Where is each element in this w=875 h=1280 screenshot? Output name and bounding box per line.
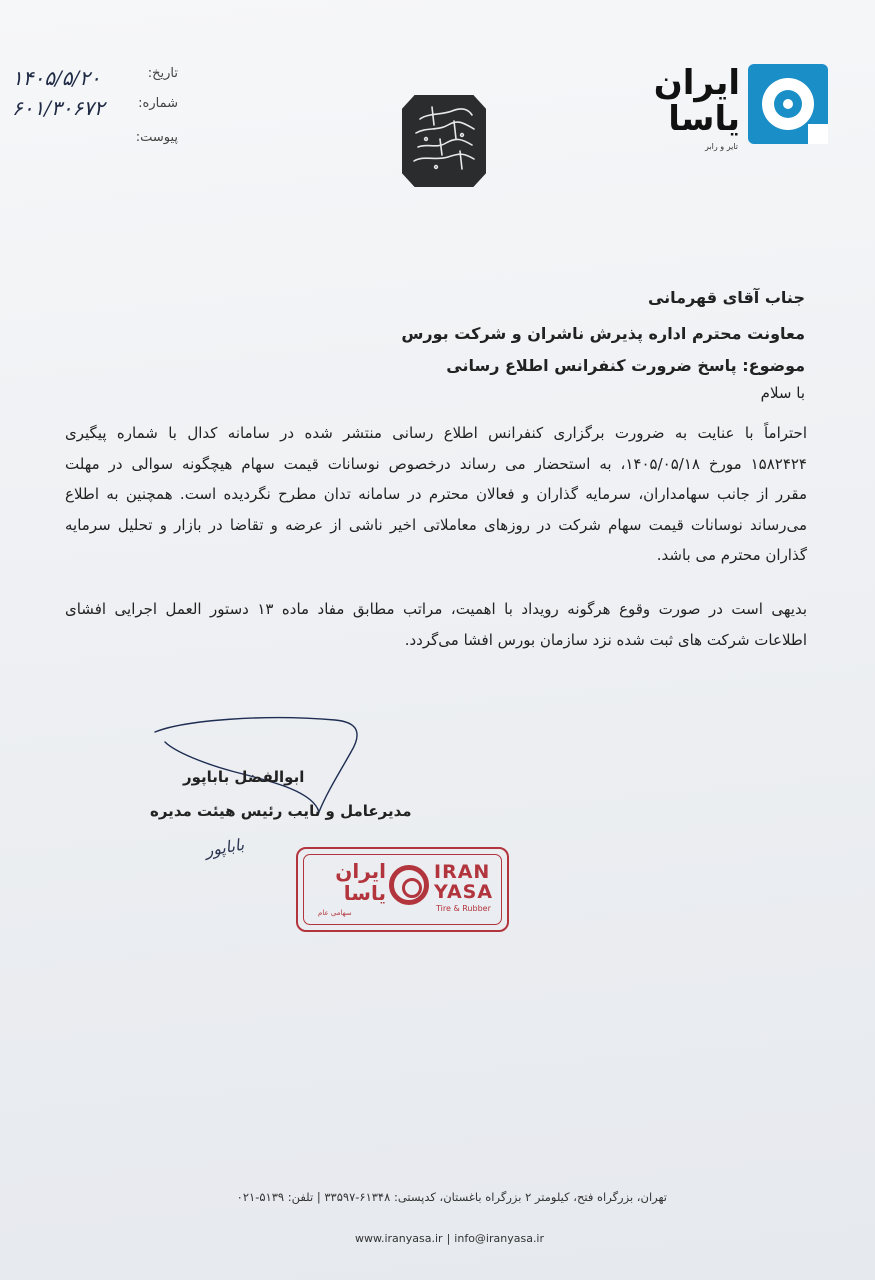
date-label: تاریخ:: [147, 66, 178, 81]
company-stamp: [296, 847, 509, 932]
logo-word-yasa: یاسا: [668, 99, 740, 139]
footer-separator: |: [446, 1232, 451, 1245]
logo-subtitle: تایر و رابر: [705, 142, 738, 151]
paragraph-line: اطلاعات شرکت های ثبت شده نزد سازمان بورس افشا می‌گردد.: [404, 630, 807, 649]
handwritten-initials: باباپور: [203, 834, 246, 861]
stamp-en-word-1: IRAN: [434, 861, 491, 883]
signer-title: مدیرعامل و نایب رئیس هیئت مدیره: [150, 802, 412, 820]
number-label: شماره:: [138, 96, 178, 111]
body-paragraph-1: [65, 418, 807, 571]
stamp-tire-icon: [389, 865, 429, 905]
greeting: با سلام: [760, 384, 805, 402]
number-value: ۶۰۱/۳۰۶۷۲: [12, 96, 105, 120]
stamp-fa-tagline: سهامی عام: [318, 909, 352, 917]
footer-contact: [355, 1232, 544, 1245]
stamp-en-word-2: YASA: [434, 881, 494, 903]
logo-word-iran: ایران: [653, 63, 740, 103]
calligraphy-emblem-icon: [402, 95, 486, 187]
company-logo: [643, 58, 828, 154]
paragraph-line: بدیهی است در صورت وقوع هرگونه رویداد با اهمیت، مراتب مطابق مفاد ماده ۱۳ دستور العمل اجرایی افشای: [65, 600, 807, 618]
body-paragraph-2: [65, 594, 807, 655]
paragraph-line: احتراماً با عنایت به ضرورت برگزاری کنفرانس اطلاع رسانی منتشر شده در سامانه کدال با شماره پیگیری: [65, 424, 807, 442]
addressee-title: معاونت محترم اداره پذیرش ناشران و شرکت بورس: [401, 324, 805, 343]
letter-subject: موضوع: پاسخ ضرورت کنفرانس اطلاع رسانی: [446, 356, 805, 375]
paragraph-line: مقرر از جانب سهامداران، سرمایه گذاران و فعالان محترم در سامانه تدان مطرح نگردیده است. همچنین به اطلاع: [65, 485, 807, 503]
footer-address: تهران، بزرگراه فتح، کیلومتر ۲ بزرگراه باغستان، کدپستی: ۶۱۳۴۸-۳۳۵۹۷ | تلفن: ۵۱۳۹-۰۲۱: [236, 1190, 667, 1204]
stamp-fa-word-1: ایران: [335, 859, 386, 883]
logo-mark-icon: [748, 64, 828, 144]
stamp-en-tagline: Tire & Rubber: [436, 904, 491, 913]
paragraph-line: می‌رساند نوسانات قیمت سهام شرکت در روزهای معاملاتی اخیر ناشی از عرضه و تقاضا در بازار و تحلیل سرمایه: [65, 515, 807, 534]
signer-name: ابوالفضل باباپور: [183, 768, 305, 786]
stamp-fa-word-2: یاسا: [343, 881, 386, 905]
attachment-label: پیوست:: [135, 130, 178, 145]
email-link[interactable]: info@iranyasa.ir: [454, 1232, 545, 1245]
addressee-name: جناب آقای قهرمانی: [647, 288, 805, 307]
website-link[interactable]: www.iranyasa.ir: [355, 1232, 443, 1245]
paragraph-line: ۱۵۸۲۴۲۴ مورخ ۱۴۰۵/۰۵/۱۸، به استحضار می رساند درخصوص نوسانات قیمت سهام هیچگونه سوالی در مهلت: [65, 454, 807, 473]
date-value: ۱۴۰۵/۵/۲۰: [12, 66, 101, 90]
paragraph-line: گذاران محترم می باشد.: [656, 546, 807, 564]
